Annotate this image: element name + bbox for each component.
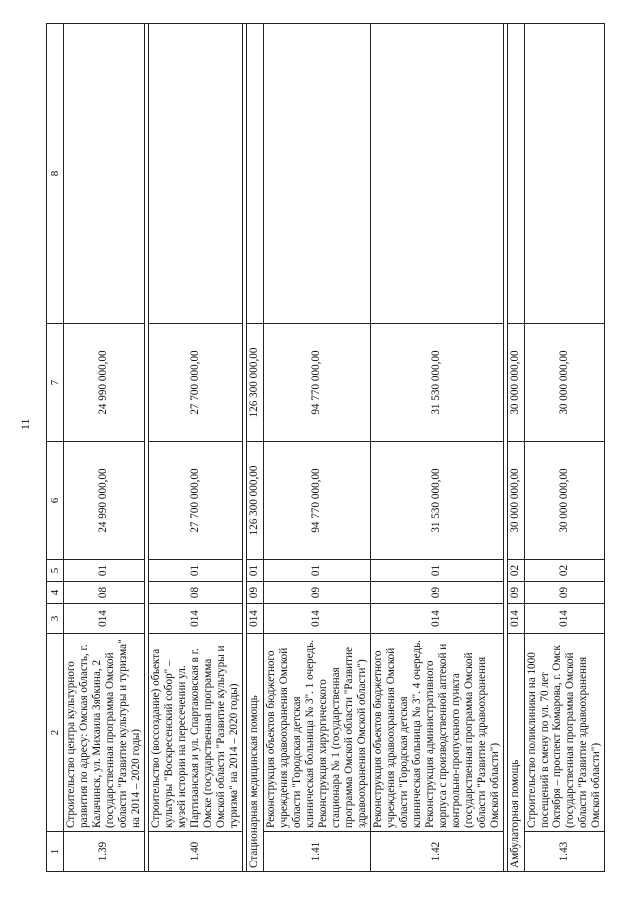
cell-col-5: 01 [263, 560, 370, 582]
cell-amount-6: 24 990 000,00 [64, 442, 145, 560]
cell-col-4: 08 [64, 582, 145, 604]
cell-col-5: 01 [148, 560, 242, 582]
cell-amount-7: 30 000 000,00 [524, 324, 605, 442]
cell-col-4: 09 [524, 582, 605, 604]
cell-col-4: 09 [263, 582, 370, 604]
cell-amount-7: 31 530 000,00 [370, 324, 503, 442]
header-col-3: 3 [47, 604, 64, 634]
header-col-4: 4 [47, 582, 64, 604]
cell-col-8 [507, 24, 524, 324]
table-row [64, 24, 145, 872]
cell-col-8 [246, 24, 263, 324]
table-row [263, 24, 370, 872]
cell-amount-6: 31 530 000,00 [370, 442, 503, 560]
row-index: 1.40 [148, 832, 242, 872]
budget-table [46, 23, 605, 872]
section-row [507, 24, 524, 872]
cell-col-8 [148, 24, 242, 324]
table-row [370, 24, 503, 872]
cell-amount-7: 27 700 000,00 [148, 324, 242, 442]
cell-amount-6: 30 000 000,00 [507, 442, 524, 560]
row-description: Строительство поликлиники на 1000 посещений в смену по ул. 70 лет Октября – проспект Комарова, г. Омск (государственная программа Омской области "Развитие здравоохранения Омской области") [524, 634, 605, 832]
row-index: 1.39 [64, 832, 145, 872]
section-title: Стационарная медицинская помощь [246, 634, 263, 872]
header-col-7: 7 [47, 324, 64, 442]
row-index: 1.43 [524, 832, 605, 872]
cell-amount-6: 94 770 000,00 [263, 442, 370, 560]
rotated-table-container [46, 24, 603, 872]
header-col-6: 6 [47, 442, 64, 560]
cell-col-8 [370, 24, 503, 324]
row-index: 1.42 [370, 832, 503, 872]
header-col-5: 5 [47, 560, 64, 582]
row-description: Реконструкция объектов бюджетного учреждения здравоохранения Омской области "Городская детская клиническая больница № 3". 4 очередь. Реконструкция административного корпуса с производственной аптекой и контрольно-пропускного пункта (государственная программа Омской области "Развитие здравоохранения Омской области") [370, 634, 503, 832]
row-description: Реконструкция объектов бюджетного учреждения здравоохранения Омской области "Городская детская клиническая больница № 3". 1 очередь. Реконструкция хирургического стационара № 1 (государственная программа Омской области "Развитие здравоохранения Омской области") [263, 634, 370, 832]
header-col-1: 1 [47, 832, 64, 872]
cell-col-5: 01 [370, 560, 503, 582]
cell-col-3: 014 [64, 604, 145, 634]
cell-amount-7: 94 770 000,00 [263, 324, 370, 442]
cell-col-3: 014 [524, 604, 605, 634]
cell-col-5: 01 [246, 560, 263, 582]
page-number: 11 [18, 418, 32, 430]
header-row [47, 24, 64, 872]
row-description: Строительство (воссоздание) объекта культуры "Воскресенский собор" – музей истории на пересечении ул. Партизанская и ул. Спартаковская в г. Омске (государственная программа Омской области "Развитие культуры и туризма" на 2014 – 2020 годы) [148, 634, 242, 832]
cell-amount-7: 30 000 000,00 [507, 324, 524, 442]
section-row [246, 24, 263, 872]
cell-col-5: 02 [507, 560, 524, 582]
cell-col-8 [524, 24, 605, 324]
cell-col-3: 014 [148, 604, 242, 634]
cell-col-4: 09 [370, 582, 503, 604]
header-col-8: 8 [47, 24, 64, 324]
cell-col-5: 02 [524, 560, 605, 582]
cell-amount-6: 126 300 000,00 [246, 442, 263, 560]
cell-col-4: 08 [148, 582, 242, 604]
row-index: 1.41 [263, 832, 370, 872]
table-row [524, 24, 605, 872]
cell-amount-6: 30 000 000,00 [524, 442, 605, 560]
section-title: Амбулаторная помощь [507, 634, 524, 872]
cell-col-5: 01 [64, 560, 145, 582]
cell-amount-7: 24 990 000,00 [64, 324, 145, 442]
cell-col-3: 014 [507, 604, 524, 634]
cell-col-4: 09 [246, 582, 263, 604]
cell-amount-6: 27 700 000,00 [148, 442, 242, 560]
table-row [148, 24, 242, 872]
cell-col-3: 014 [246, 604, 263, 634]
cell-amount-7: 126 300 000,00 [246, 324, 263, 442]
cell-col-3: 014 [370, 604, 503, 634]
cell-col-3: 014 [263, 604, 370, 634]
row-description: Строительство центра культурного развития по адресу: Омская область, г. Калачинск, ул. Михаила Зябкина, 2 (государственная программа Омской области "Развитие культуры и туризма" на 2014 – 2020 годы) [64, 634, 145, 832]
cell-col-4: 09 [507, 582, 524, 604]
cell-col-8 [64, 24, 145, 324]
cell-col-8 [263, 24, 370, 324]
header-col-2: 2 [47, 634, 64, 832]
